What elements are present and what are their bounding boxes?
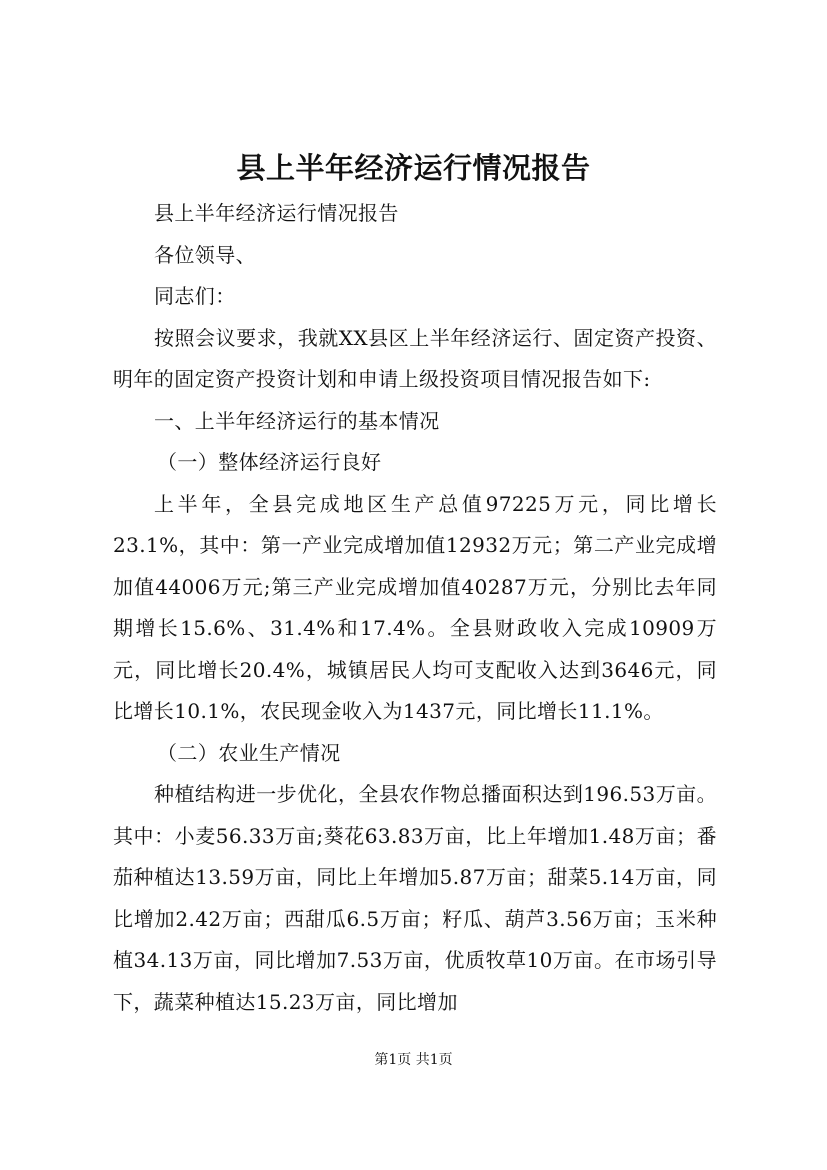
paragraph-agriculture: 种植结构进一步优化，全县农作物总播面积达到196.53万亩。其中：小麦56.33万亩;葵花63.83万亩，比上年增加1.48万亩；番茄种植达13.59万亩，同比上年增加5.87万亩；甜菜5.14万亩，同比增加2.42万亩；西甜瓜6.5万亩；籽瓜、葫芦3.56万亩；玉米种植34.13万亩，同比增加7.53万亩，优质牧草10万亩。在市场引导下，蔬菜种植达15.23万亩，同比增加 bbox=[113, 782, 717, 1014]
paragraph-salutation-1: 各位领导、 bbox=[154, 242, 256, 267]
section-heading-1: 一、上半年经济运行的基本情况 bbox=[154, 408, 440, 433]
paragraph-economy: 上半年，全县完成地区生产总值97225万元，同比增长23.1%，其中：第一产业完成增加值12932万元；第二产业完成增加值44006万元;第三产业完成增加值40287万元，分别比去年同期增长15.6%、31.4%和17.4%。全县财政收入完成10909万元，同比增长20.4%，城镇居民人均可支配收入达到3646元，同比增长10.1%，农民现金收入为1437元，同比增长11.1%。 bbox=[113, 491, 717, 723]
paragraph-intro: 按照会议要求，我就XX县区上半年经济运行、固定资产投资、明年的固定资产投资计划和申请上级投资项目情况报告如下: bbox=[113, 325, 717, 391]
document-title: 县上半年经济运行情况报告 bbox=[236, 151, 591, 185]
subsection-heading-2: （二）农业生产情况 bbox=[157, 740, 341, 765]
page-footer: 第1页 共1页 bbox=[374, 1052, 453, 1068]
paragraph-subtitle: 县上半年经济运行情况报告 bbox=[154, 201, 399, 225]
paragraph-salutation-2: 同志们： bbox=[154, 284, 236, 308]
document-body bbox=[113, 193, 717, 1023]
subsection-heading-1: （一）整体经济运行良好 bbox=[157, 450, 382, 474]
